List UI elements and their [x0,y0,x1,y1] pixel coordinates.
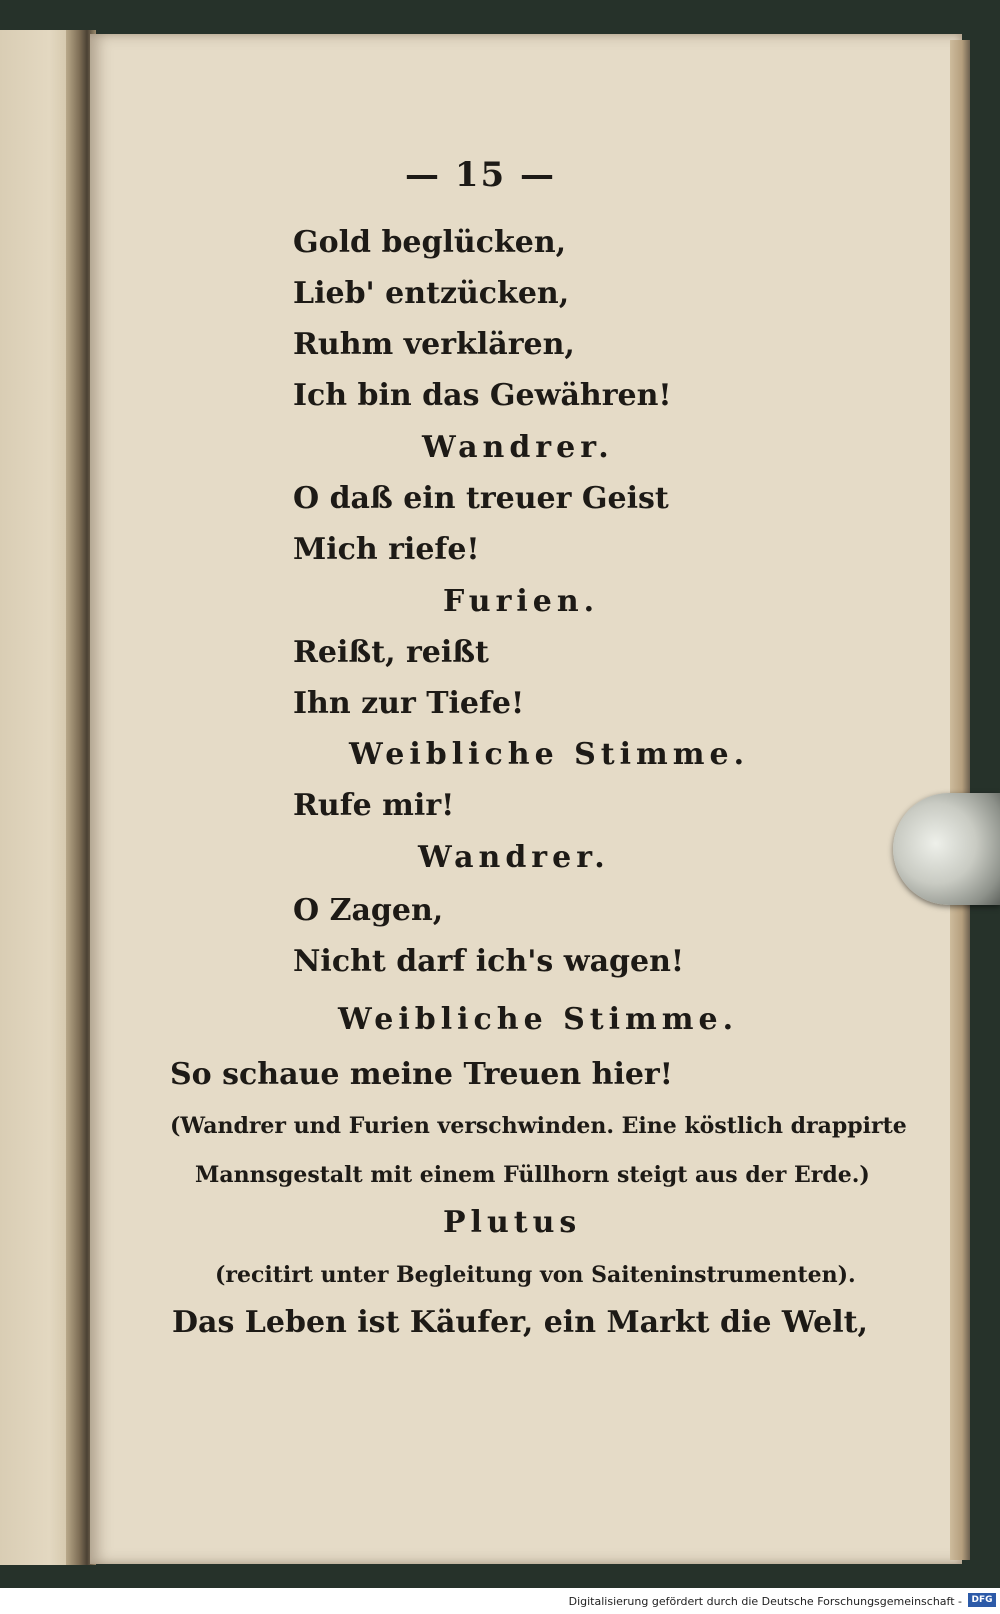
speaker-name: Plutus [443,1205,582,1240]
verse-line: O Zagen, [293,893,444,928]
verse-line: Lieb' entzücken, [293,276,570,311]
verse-line: Gold beglücken, [293,225,567,260]
speaker-name: Furien. [443,584,600,619]
verse-line: Ich bin das Gewähren! [293,378,672,413]
page-number: — 15 — [405,155,556,195]
stage-direction: (Wandrer und Furien verschwinden. Eine köstlich drappirte [170,1113,907,1139]
verse-line: Reißt, reißt [293,635,489,670]
speaker-name: Wandrer. [422,430,614,465]
stage-direction: (recitirt unter Begleitung von Saiteninstrumenten). [215,1262,856,1288]
stage-direction: Mannsgestalt mit einem Füllhorn steigt aus der Erde.) [195,1162,870,1188]
dfg-logo: DFG [968,1593,996,1607]
page-clip [893,793,1000,905]
verse-line: Ruhm verklären, [293,327,575,362]
speaker-name: Weibliche Stimme. [349,737,750,772]
footer-bar [0,1588,1000,1614]
speaker-name: Wandrer. [418,840,610,875]
verse-line: Ihn zur Tiefe! [293,686,525,721]
verse-line: So schaue meine Treuen hier! [170,1057,673,1092]
verse-line: Nicht darf ich's wagen! [293,944,685,979]
verse-line: Das Leben ist Käufer, ein Markt die Welt, [172,1305,868,1340]
speaker-name: Weibliche Stimme. [338,1002,739,1037]
footer-text: Digitalisierung gefördert durch die Deutsche Forschungsgemeinschaft - [568,1595,962,1608]
verse-line: Rufe mir! [293,788,455,823]
verse-line: Mich riefe! [293,532,480,567]
verse-line: O daß ein treuer Geist [293,481,669,516]
